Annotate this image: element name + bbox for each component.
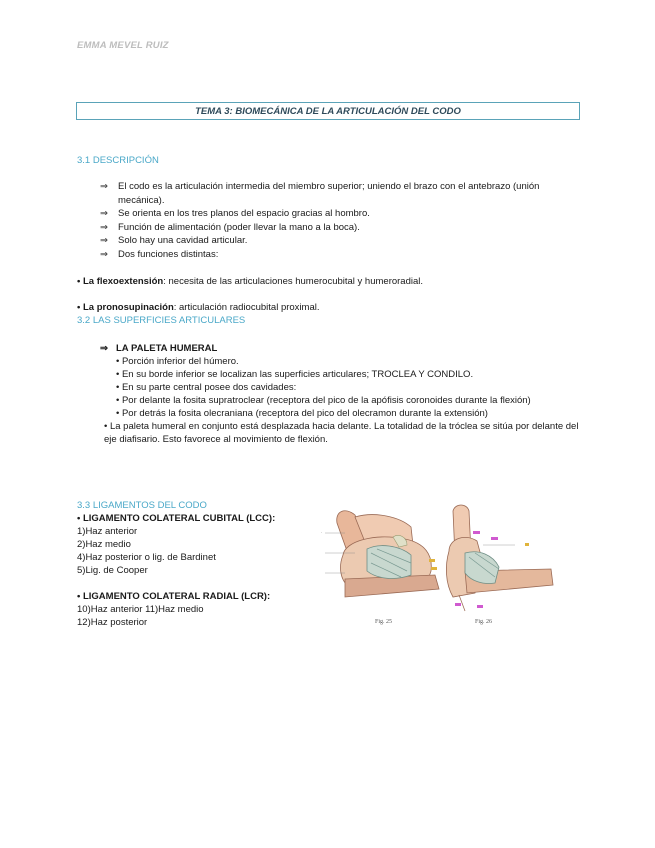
paleta-humeral-block <box>100 342 582 446</box>
author-name: EMMA MEVEL RUIZ <box>77 40 169 51</box>
lcr-heading: • LIGAMENTO COLATERAL RADIAL (LCR): <box>77 591 271 602</box>
list-item: 4)Haz posterior o lig. de Bardinet <box>77 552 216 563</box>
description-list <box>100 180 558 261</box>
fig-26-illustration <box>446 505 553 611</box>
paleta-humeral-list <box>100 355 582 446</box>
flexoextension-paragraph <box>77 275 423 288</box>
pronosupination-paragraph <box>77 301 319 314</box>
list-item: • Por detrás la fosita olecraniana (receptora del pico del olecramon durante la extensión) <box>116 408 488 419</box>
list-item: • La paleta humeral en conjunto está desplazada hacia delante. La totalidad de la tróclea se sitúa por delante del eje diafisario. Esto favorece al movimiento de flexión. <box>104 421 579 445</box>
fig-25-illustration <box>321 511 439 597</box>
list-item: 2)Haz medio <box>77 539 131 550</box>
arrow-icon: ⇒ <box>100 235 108 246</box>
list-item: ⇒ Se orienta en los tres planos del espacio gracias al hombro. <box>100 208 370 219</box>
lcc-heading: • LIGAMENTO COLATERAL CUBITAL (LCC): <box>77 513 276 524</box>
list-item: • En su parte central posee dos cavidades: <box>116 382 297 393</box>
section-heading-3-1: 3.1 DESCRIPCIÓN <box>77 155 159 166</box>
pronosupination-text: : articulación radiocubital proximal. <box>173 302 320 313</box>
arrow-icon: ⇒ <box>100 221 108 233</box>
svg-text:·: · <box>321 530 323 535</box>
section-heading-3-3: 3.3 LIGAMENTOS DEL CODO <box>77 500 207 511</box>
arrow-icon: ⇒ <box>100 343 108 354</box>
page-title <box>76 102 580 120</box>
list-item: ⇒ Solo hay una cavidad articular. <box>100 235 248 246</box>
flexoextension-label: • La flexoextensión <box>77 276 164 287</box>
fig-25-caption: Fig. 25 <box>375 619 393 625</box>
elbow-ligaments-figure <box>315 493 565 629</box>
fig-26-caption: Fig. 26 <box>475 619 493 625</box>
list-item: 10)Haz anterior 11)Haz medio <box>77 604 204 615</box>
page-title-text: TEMA 3: BIOMECÁNICA DE LA ARTICULACIÓN DEL CODO <box>195 105 461 117</box>
list-item: ⇒ Función de alimentación (poder llevar la mano a la boca). <box>100 221 360 233</box>
arrow-icon: ⇒ <box>100 181 108 192</box>
arrow-icon: ⇒ <box>100 248 108 260</box>
list-item: 1)Haz anterior <box>77 526 138 537</box>
list-item: 5)Lig. de Cooper <box>77 565 148 576</box>
list-item: • Por delante la fosita supratroclear (receptora del pico de la apófisis coronoides durante la flexión) <box>116 395 531 406</box>
list-item: ⇒ El codo es la articulación intermedia del miembro superior; uniendo el brazo con el antebrazo (unión mecánica). <box>100 181 540 206</box>
list-item: • En su borde inferior se localizan las superficies articulares; TROCLEA Y CONDILO. <box>116 369 474 380</box>
pronosupination-label: • La pronosupinación <box>77 302 174 313</box>
arrow-icon: ⇒ <box>100 208 108 219</box>
section-heading-3-2: 3.2 LAS SUPERFICIES ARTICULARES <box>77 315 246 326</box>
paleta-humeral-heading: ⇒ LA PALETA HUMERAL <box>100 343 218 354</box>
ligaments-block <box>77 499 307 629</box>
list-item: • Porción inferior del húmero. <box>116 356 239 367</box>
flexoextension-text: : necesita de las articulaciones humerocubital y humeroradial. <box>163 276 424 287</box>
list-item: 12)Haz posterior <box>77 617 148 628</box>
list-item: ⇒ Dos funciones distintas: <box>100 248 219 260</box>
